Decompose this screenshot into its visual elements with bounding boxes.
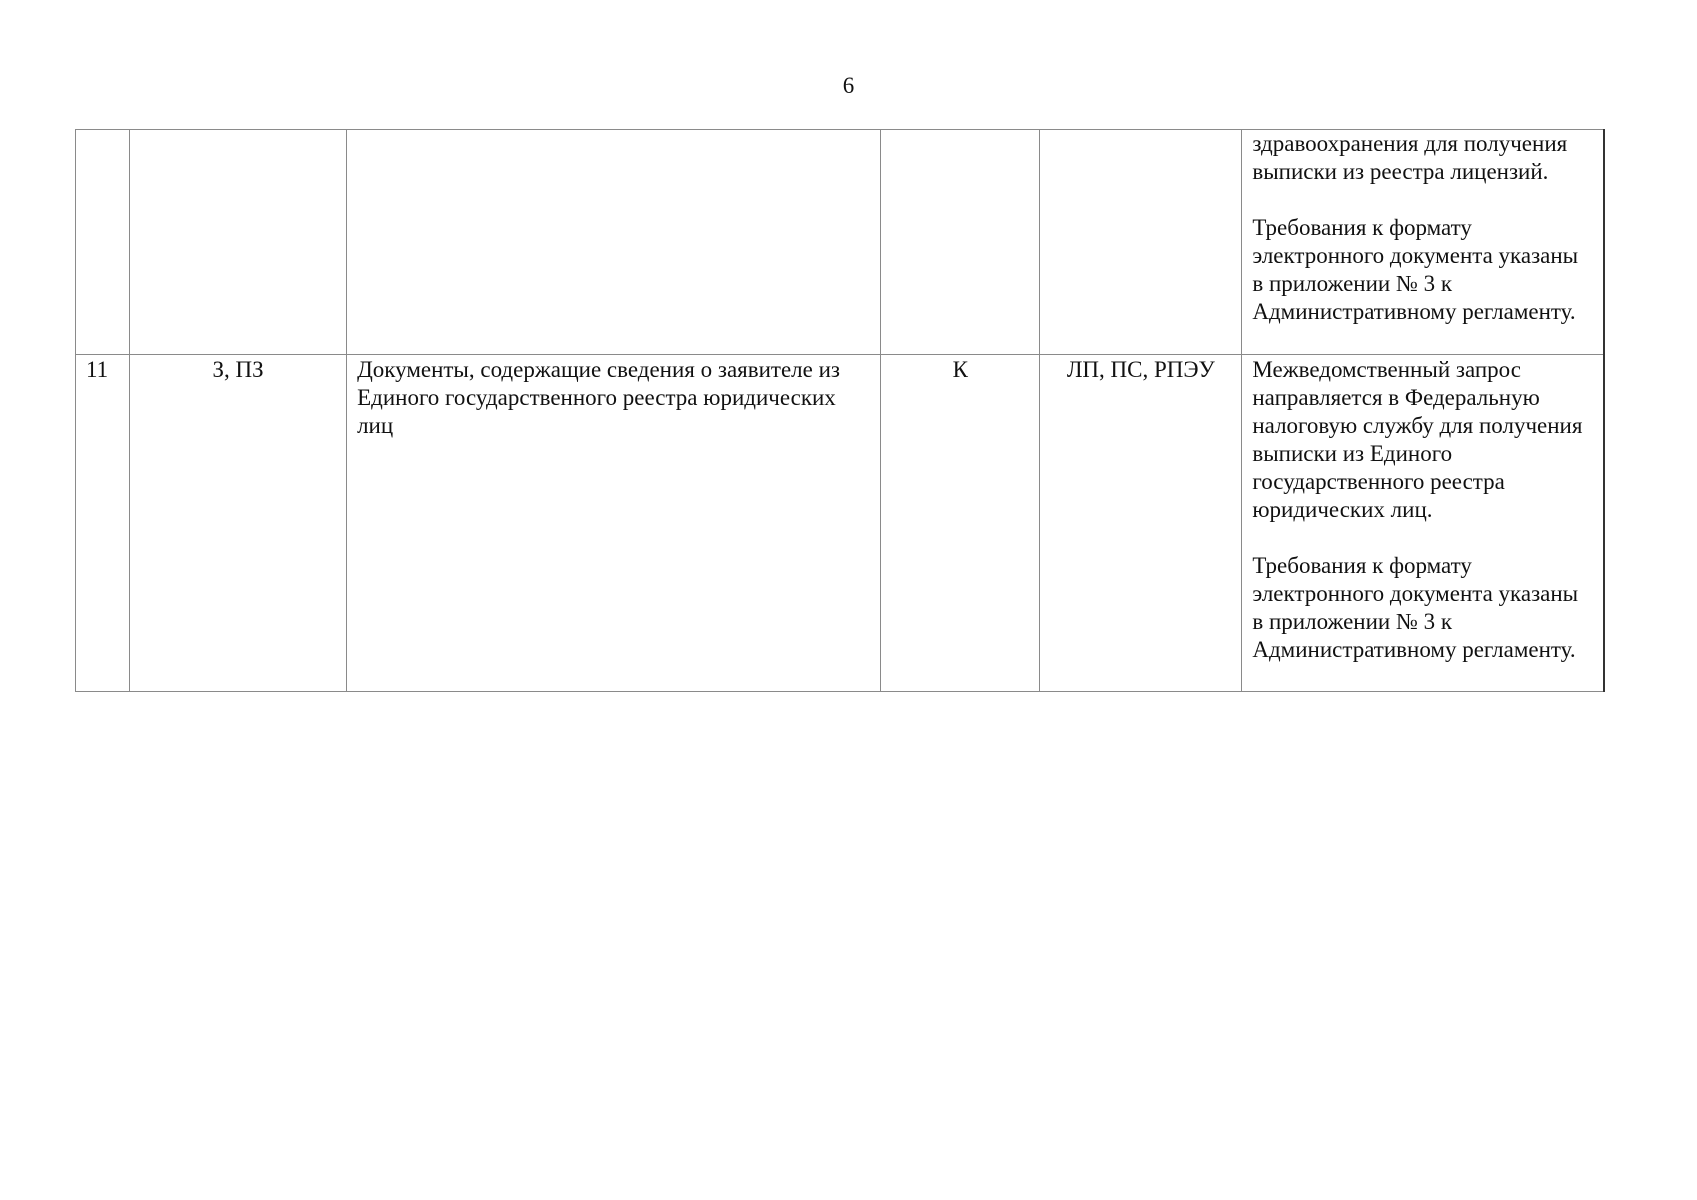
table-row-11	[76, 355, 1605, 692]
requirements-table	[75, 129, 1605, 692]
cell-document: Документы, содержащие сведения о заявителе из Единого государственного реестра юридических лиц	[347, 355, 881, 692]
cell-notes	[1242, 130, 1604, 355]
page-number: 6	[842, 73, 855, 98]
cell-applicants	[130, 130, 347, 355]
notes-paragraph-1: Межведомственный запрос направляется в Федеральную налоговую службу для получения выписки из Единого государственного реестра юридических лиц.	[1252, 357, 1583, 522]
cell-type: К	[881, 355, 1040, 692]
cell-type	[881, 130, 1040, 355]
cell-document	[347, 130, 881, 355]
notes-paragraph-2: Требования к формату электронного документа указаны в приложении № 3 к Административному регламенту.	[1252, 215, 1579, 324]
cell-number	[76, 130, 130, 355]
notes-paragraph-2: Требования к формату электронного документа указаны в приложении № 3 к Административному регламенту.	[1252, 553, 1579, 662]
cell-channels	[1040, 130, 1242, 355]
cell-channels: ЛП, ПС, РПЭУ	[1040, 355, 1242, 692]
table-row-continued	[76, 130, 1605, 355]
cell-applicants: З, ПЗ	[130, 355, 347, 692]
notes-paragraph-1: здравоохранения для получения выписки из реестра лицензий.	[1252, 131, 1568, 184]
cell-notes	[1242, 355, 1604, 692]
cell-number: 11	[76, 355, 130, 692]
